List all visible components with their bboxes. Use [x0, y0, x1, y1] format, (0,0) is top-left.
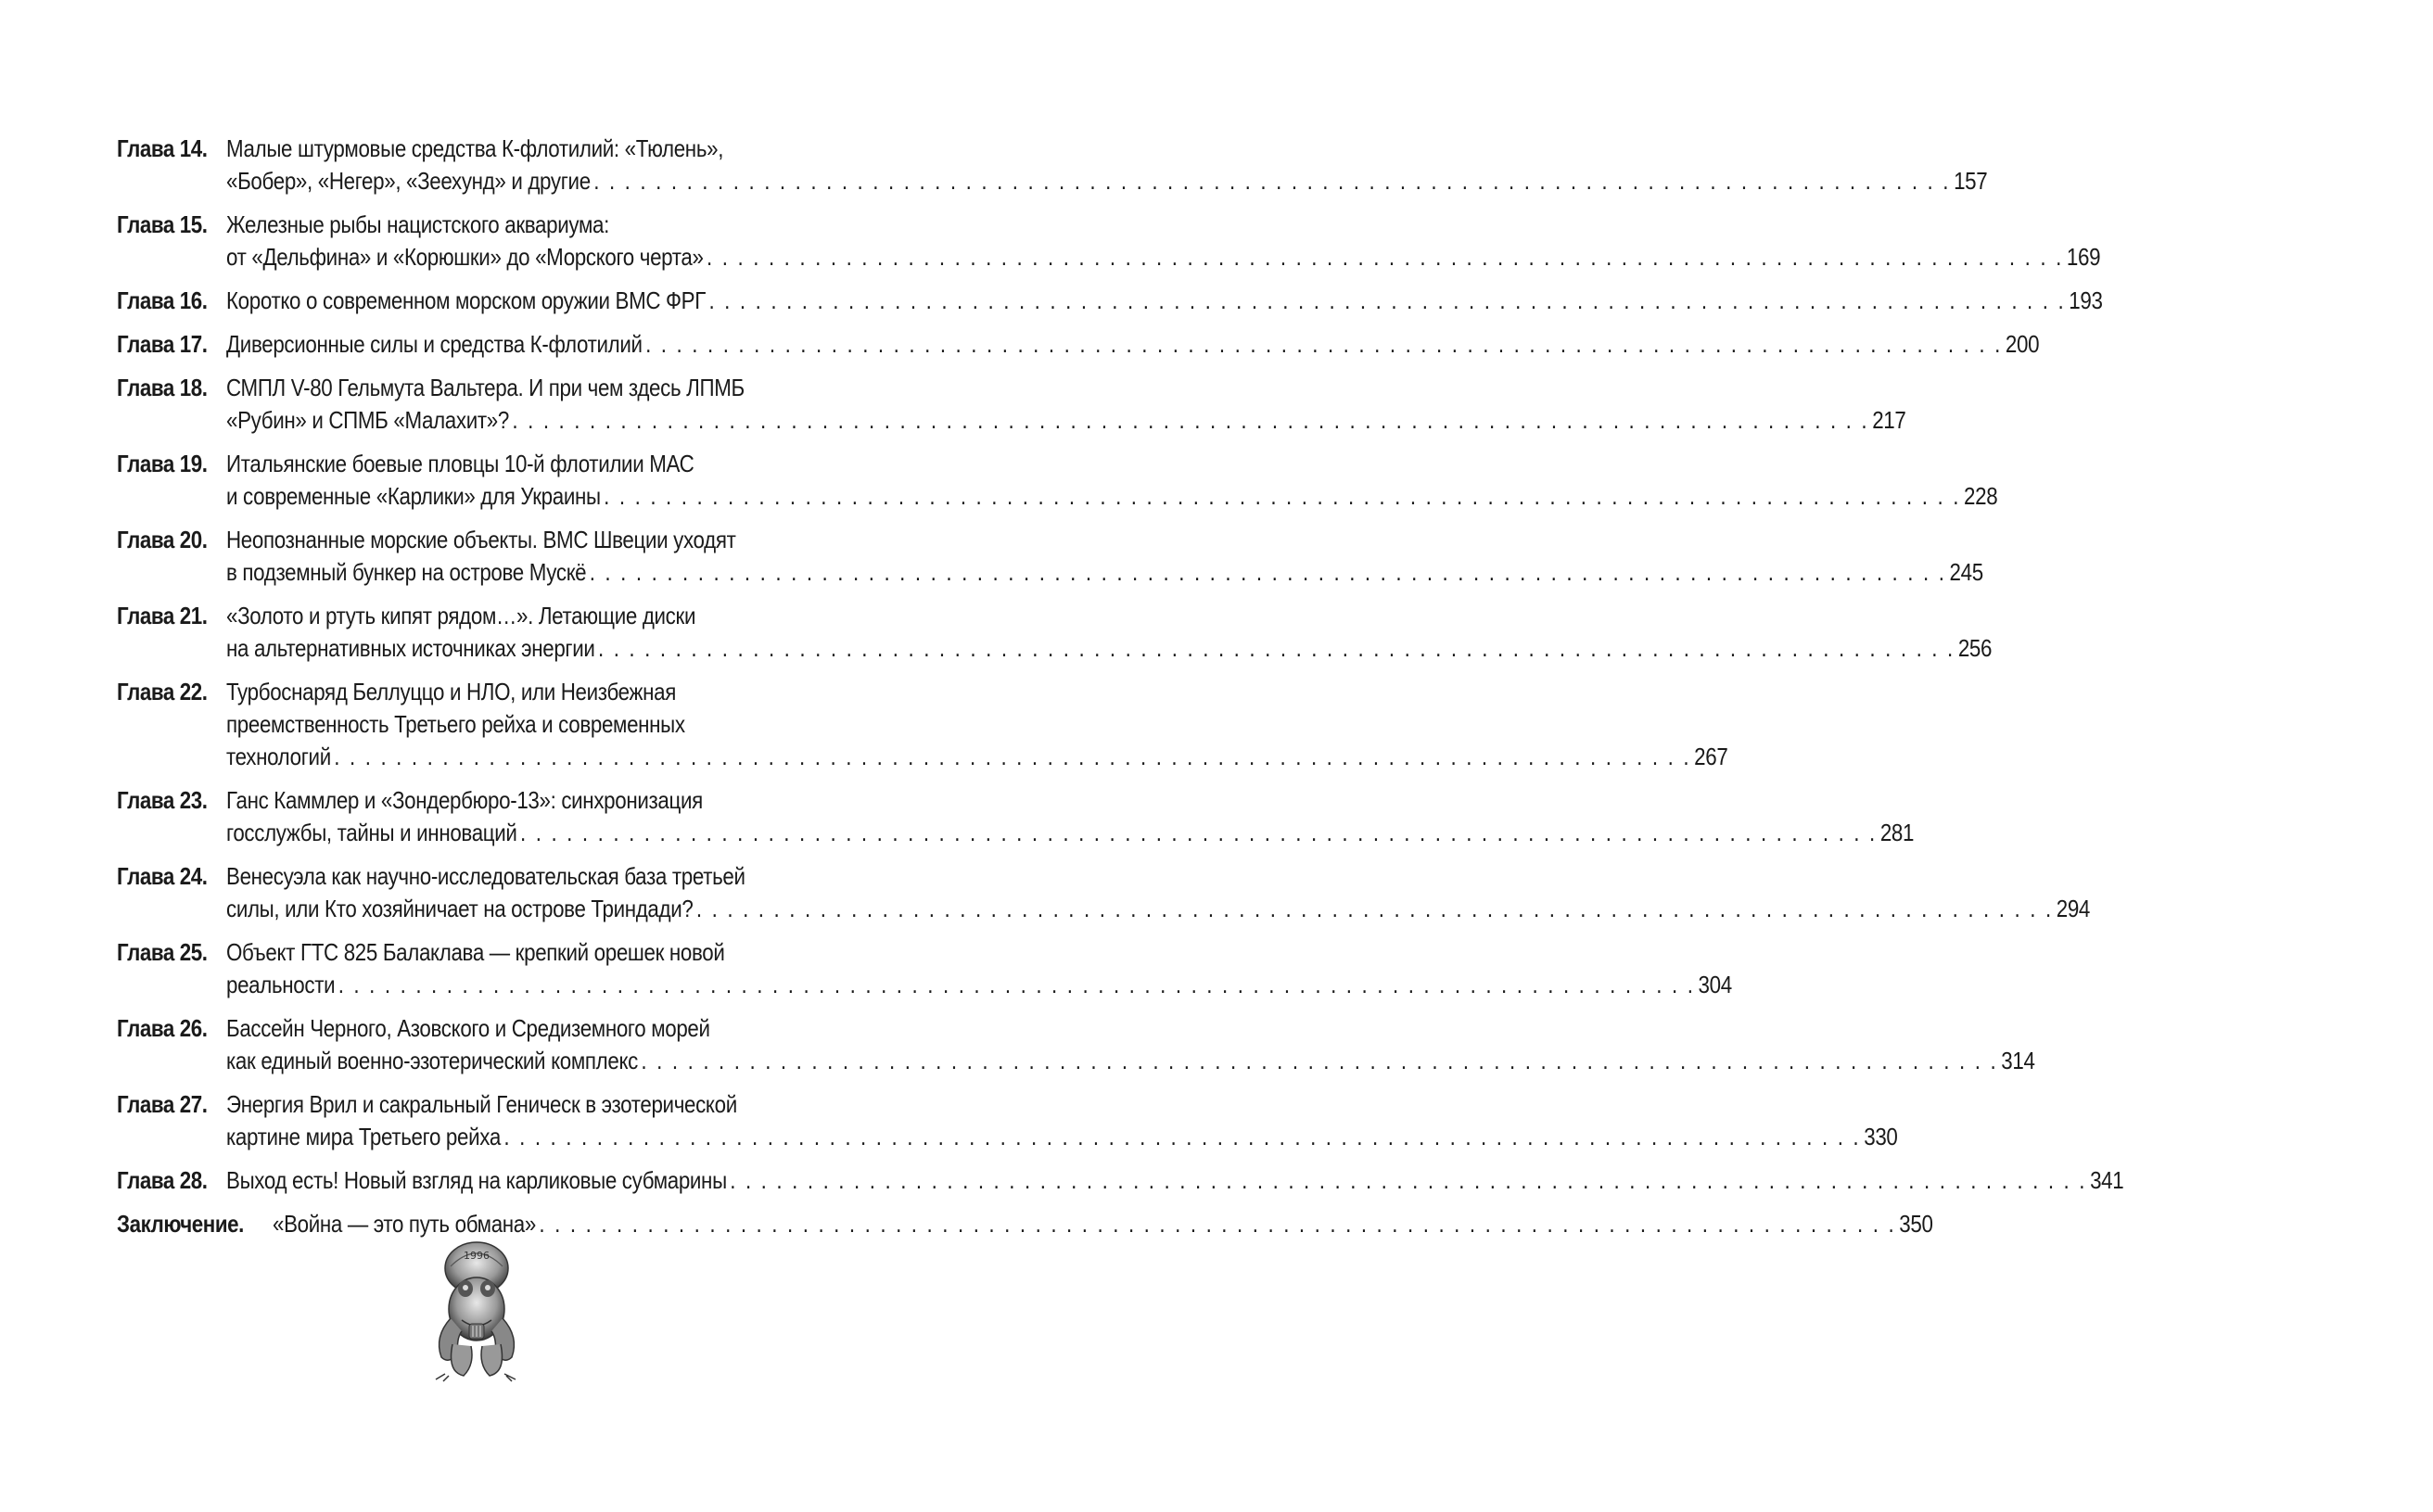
page-number: 157	[1954, 167, 1988, 195]
entry-title-line: Энергия Врил и сакральный Геническ в эзотерической	[226, 1090, 737, 1118]
toc-entry[interactable]	[117, 285, 2103, 317]
leader-dots	[707, 241, 2063, 273]
leader-dots	[593, 165, 1950, 197]
chapter-label: Заключение.	[117, 1210, 244, 1238]
leader-dots	[338, 969, 1695, 1001]
leader-dots	[512, 404, 1868, 437]
toc-entry[interactable]	[117, 133, 1988, 197]
entry-title-line: Неопознанные морские объекты. ВМС Швеции уходят	[226, 526, 736, 553]
entry-title-line: реальности	[226, 971, 336, 998]
leader-dots	[641, 1045, 1997, 1077]
toc-entry[interactable]	[117, 372, 1906, 437]
entry-title-line: Малые штурмовые средства К-флотилий: «Тюлень»,	[226, 134, 724, 162]
emblem-engraving: 1996	[464, 1250, 490, 1262]
entry-title-line: Объект ГТС 825 Балаклава — крепкий орешек новой	[226, 938, 725, 966]
chapter-label: Глава 27.	[117, 1090, 208, 1118]
entry-title-line: Турбоснаряд Беллуццо и НЛО, или Неизбежная	[226, 678, 676, 705]
entry-title-line: госслужбы, тайны и инноваций	[226, 819, 517, 846]
chapter-label: Глава 15.	[117, 210, 208, 238]
page-number: 294	[2056, 895, 2091, 922]
page-number: 330	[1864, 1123, 1898, 1150]
toc-entry[interactable]	[117, 448, 1998, 513]
page-number: 169	[2066, 243, 2101, 271]
entry-title-line: «Золото и ртуть кипят рядом…». Летающие диски	[226, 602, 696, 629]
toc-entry[interactable]	[117, 676, 1728, 773]
chapter-label: Глава 26.	[117, 1014, 208, 1042]
toc-entry[interactable]	[117, 936, 1732, 1001]
chapter-label: Глава 18.	[117, 374, 208, 401]
entry-title-line: Итальянские боевые пловцы 10-й флотилии МАС	[226, 450, 694, 477]
entry-title-line: СМПЛ V-80 Гельмута Вальтера. И при чем здесь ЛПМБ	[226, 374, 745, 401]
entry-title-line: в подземный бункер на острове Мускё	[226, 558, 587, 586]
toc-entry[interactable]	[117, 328, 2040, 361]
leader-dots	[590, 556, 1946, 589]
page-number: 217	[1872, 406, 1906, 434]
chapter-label: Глава 22.	[117, 678, 208, 705]
chapter-label: Глава 14.	[117, 134, 208, 162]
emblem-graphic	[425, 1235, 529, 1383]
entry-title-line: Железные рыбы нацистского аквариума:	[226, 210, 609, 238]
page-number: 228	[1964, 482, 1998, 510]
leader-dots	[708, 285, 2065, 317]
page-number: 256	[1957, 634, 1993, 662]
entry-title-line: Венесуэла как научно-исследовательская база третьей	[226, 862, 745, 890]
page-number: 281	[1879, 819, 1915, 846]
toc-entry[interactable]	[117, 784, 1915, 849]
toc-entry[interactable]	[117, 1164, 2124, 1197]
page-number: 245	[1949, 558, 1983, 586]
entry-title-line: «Рубин» и СПМБ «Малахит»?	[226, 406, 509, 434]
toc-entry[interactable]	[117, 1012, 2035, 1077]
leader-dots	[520, 817, 1877, 849]
leader-dots	[503, 1121, 1860, 1153]
page-number: 200	[2005, 330, 2040, 358]
entry-title-line: картине мира Третьего рейха	[226, 1123, 501, 1150]
chapter-label: Глава 25.	[117, 938, 208, 966]
entry-title-line: и современные «Карлики» для Украины	[226, 482, 601, 510]
chapter-label: Глава 17.	[117, 330, 208, 358]
entry-title-line: силы, или Кто хозяйничает на острове Триндади?	[226, 895, 694, 922]
toc-entry[interactable]	[117, 209, 2101, 273]
entry-title-line: Выход есть! Новый взгляд на карликовые субмарины	[226, 1166, 727, 1194]
entry-title-line: как единый военно-эзотерический комплекс	[226, 1047, 638, 1074]
table-of-contents	[117, 133, 2124, 1252]
toc-entry[interactable]	[117, 600, 1993, 665]
toc-entry[interactable]	[117, 860, 2091, 925]
page-number: 341	[2090, 1166, 2124, 1194]
entry-title-line: Бассейн Черного, Азовского и Средиземного морей	[226, 1014, 710, 1042]
page-number: 304	[1698, 971, 1732, 998]
frog-skull-emblem-icon	[425, 1235, 529, 1383]
entry-title-line: «Бобер», «Негер», «Зеехунд» и другие	[226, 167, 591, 195]
entry-title-line: Ганс Каммлер и «Зондербюро-13»: синхронизация	[226, 786, 703, 814]
leader-dots	[730, 1164, 2086, 1197]
leader-dots	[645, 328, 2002, 361]
toc-entry[interactable]	[117, 1088, 1898, 1153]
entry-title-line: от «Дельфина» и «Корюшки» до «Морского черта»	[226, 243, 704, 271]
toc-entry[interactable]	[117, 524, 1983, 589]
chapter-label: Глава 21.	[117, 602, 208, 629]
page-number: 267	[1694, 743, 1728, 770]
leader-dots	[539, 1208, 1895, 1240]
entry-title-line: преемственность Третьего рейха и современных	[226, 710, 685, 738]
page-number: 314	[2001, 1047, 2035, 1074]
entry-title-line: Коротко о современном морском оружии ВМС ФРГ	[226, 286, 707, 314]
chapter-label: Глава 19.	[117, 450, 208, 477]
leader-dots	[598, 632, 1955, 665]
entry-title-line: «Война — это путь обмана»	[273, 1210, 536, 1238]
leader-dots	[334, 741, 1690, 773]
leader-dots	[604, 480, 1960, 513]
chapter-label: Глава 20.	[117, 526, 208, 553]
entry-title-line: на альтернативных источниках энергии	[226, 634, 595, 662]
page-number: 350	[1899, 1210, 1933, 1238]
entry-title-line: технологий	[226, 743, 331, 770]
entry-title-line: Диверсионные силы и средства К-флотилий	[226, 330, 643, 358]
chapter-label: Глава 24.	[117, 862, 208, 890]
chapter-label: Глава 23.	[117, 786, 208, 814]
chapter-label: Глава 16.	[117, 286, 208, 314]
chapter-label: Глава 28.	[117, 1166, 208, 1194]
leader-dots	[696, 893, 2053, 925]
page-number: 193	[2069, 286, 2103, 314]
